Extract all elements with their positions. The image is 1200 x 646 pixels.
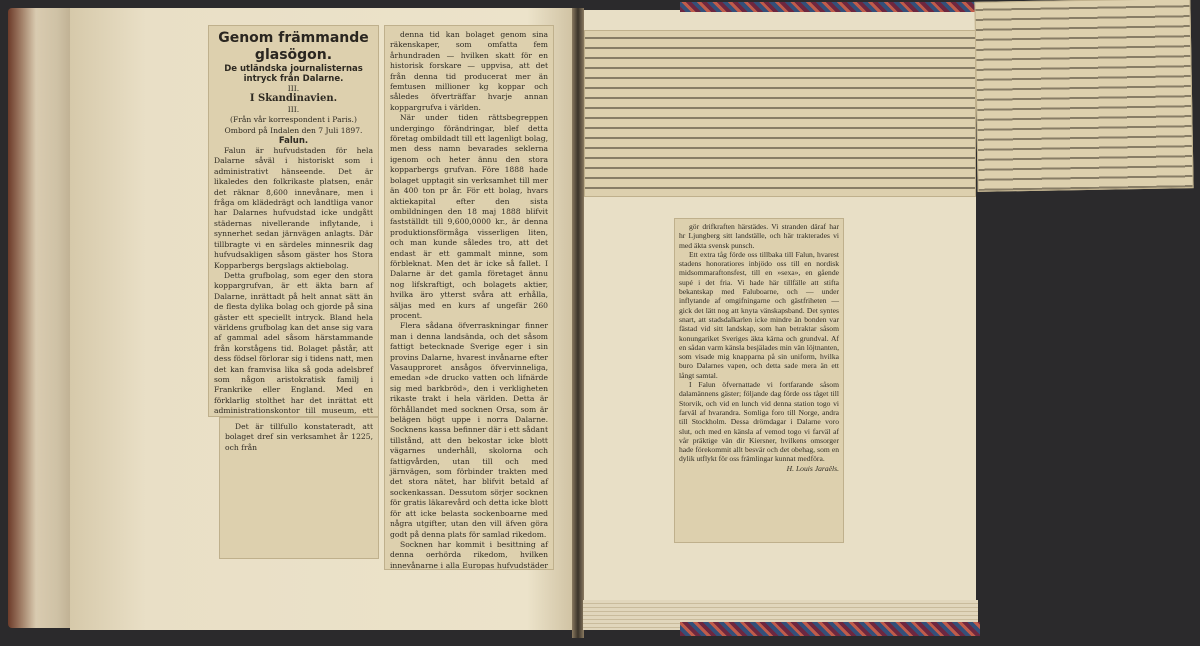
upside-down-clipping	[584, 30, 976, 197]
paragraph: I Falun öfvernattade vi fortfarande såsom dalamännens gäster; följande dag förde oss tåget till Storvik, och vid en lunch vid denna station togo vi farväl af hvarandra. Somliga foro till Norge, andra till Stockholm. Dessa drömdagar i Dalarne voro slut, och med en känsla af vemod togo vi farväl af vår präktige vän dir Kiersner, hvilkens omsorger hade förekommit allt besvär och det obehag, som en dylik utflykt för oss främlingar kunnat medföra.	[679, 380, 839, 464]
byline: (Från vår korrespondent i Paris.)	[230, 115, 357, 125]
paragraph: Socknen har kommit i besittning af denna oerhörda rikedom, hvilken innevånarne i alla Europas hufvudstäder	[390, 539, 548, 570]
paragraph: Detta grufbolag, som eger den stora koppargrufvan, är ett äkta barn af Dalarne, inrättadt på helt annat sätt än de flesta dylika bolag och gjorde på sina gäster ett speciellt intryck. Bland hela världens grufbolag kan det anse sig vara af gammal adel såsom härstammande från korstågens tid. Bolaget påstår, att dess födsel förlorar sig i tidens natt, men det kan framvisa lika så goda adelsbref som någon aristokratisk familj i Frankrike eller England. Med en förklarlig stolthet har det inrättat ett administrationskontor till museum, ett	[214, 270, 373, 416]
clipping-column-1	[208, 25, 379, 417]
article-title: Genom främmande glasögon.	[218, 30, 369, 63]
dateline: Ombord på Indalen den 7 Juli 1897.	[224, 125, 363, 135]
clipping-column-1-continued	[219, 417, 379, 559]
paragraph: När under tiden rättsbegreppen undergingo förändringar, blef detta företag ombildadt till ett lagenligt bolag, men dess namn bevarades seklerna igenom och heter ännu den stora kopparbergs grufvan. Före 1888 hade bolaget upptagit sin verksamhet till mer än 400 ton pr år. För ett bolag, hvars aktiekapital efter den sista ombildningen den 18 maj 1888 blifvit fastställdt till 9,600,0000 kr., är denna produktionsförmåga visserligen liten, och man kunde således tro, att det endast är ett gammalt minne, som förbleknat. Men det är icke så fallet. I Dalarne är det gamla företaget ännu nog lifskraftigt, och bolagets aktier, hvilka äro ytterst svåra att erhålla, säljas med en kurs af ungefär 260 procent.	[390, 113, 548, 320]
part-number: III.	[287, 84, 300, 93]
paragraph: Ett extra tåg förde oss tillbaka till Falun, hvarest stadens honoratiores inbjödo oss till en nordisk midsommaraftonsfest, till en »sexa», en gående supé i det fria. Vi hade här tillfälle att stifta bekantskap med Faluboarne, och — under inflytande af omgifningarne och gästfriheten — gick det lätt nog att knyta vänskapsband. Det syntes snart, att stadsdalkarlen icke mindre än bonden var fästad vid sitt landskap, som han betraktar såsom konungariket Sveriges äkta kärna och grundval. Af en sådan varm känsla besjälades min vän löjtnanten, som visade mig knapparna på sin uniform, hvilka buro Dalarnes vapen, och detta sade mera än ett långt samtal.	[679, 249, 839, 380]
upside-down-clipping-overhang	[974, 0, 1193, 192]
marbled-cover	[680, 622, 980, 636]
paragraph: gör drifkraften härstädes. Vi stranden däraf har hr Ljungberg sitt landställe, och här trakterades vi med äkta svensk punsch.	[679, 222, 839, 250]
paragraph: Falun är hufvudstaden för hela Dalarne såväl i historiskt som i administrativt hänseende. Det är likaledes den folkrikaste platsen, enär det räknar 8,600 innevånare, men i fråga om klädedrägt och landtliga vanor har Dalarnes hufvudstad icke undgått städernas nivellerande inflytande, i synnerhet sedan järnvägen anlagts. Där tillbragte vi en särdeles minnesrik dag hufvudsakligen såsom gäster hos Stora Kopparbergs bergslags aktiebolag.	[214, 146, 373, 270]
paragraph: Flera sådana öfverraskningar finner man i denna landsända, och det såsom fattigt betecknade Sverige eger i sin provins Dalarne, hvarest invånarne efter Vasaupproret ansågos öfvervinneliga, emedan »de drucko vatten och lifnärde sig med barkbröd», den i verkligheten rikaste trakt i hela världen. Detta är förhållandet med socknen Orsa, som är belägen högt uppe i norra Dalarne. Socknens kassa befinner där i ett sådant tillstånd, att den bekostar icke blott vägarnes underhåll, skolorna och fattigvården, utan till och med järnvägen, som förbinder trakten med det stora nätet, har blifvit betald af sockenkassan. Dessutom sörjer socknen för gratis läkarevård och detta icke blott för att icke belasta sockenboarne med några utgifter, utan den vill äfven göra godt på denna plats för samlad rikedom.	[390, 321, 548, 539]
clipping-column-3	[674, 218, 844, 543]
article-subtitle: De utländska journalisternas intryck från Dalarne.	[224, 64, 363, 84]
part-number-2: III.	[287, 104, 300, 114]
paragraph: denna tid kan bolaget genom sina räkenskaper, som omfatta fem århundraden — hvilken skatt för en historisk forskare — uppvisa, att det från denna tid producerat mer än femtusen millioner kg koppar och således öfverträffar hvarje annan koppargrufva i världen.	[390, 30, 548, 112]
marbled-cover-top	[680, 2, 980, 12]
author-signature: H. Louis Jaraëls.	[786, 463, 839, 473]
book-page-edges	[8, 8, 78, 628]
paragraph: Det är tillfullo konstateradt, att bolaget dref sin verksamhet år 1225, och från	[225, 422, 373, 452]
place-heading: Falun.	[278, 136, 309, 147]
clipping-column-2	[384, 25, 554, 570]
section-heading: I Skandinavien.	[249, 93, 338, 105]
book-spine	[572, 8, 584, 638]
